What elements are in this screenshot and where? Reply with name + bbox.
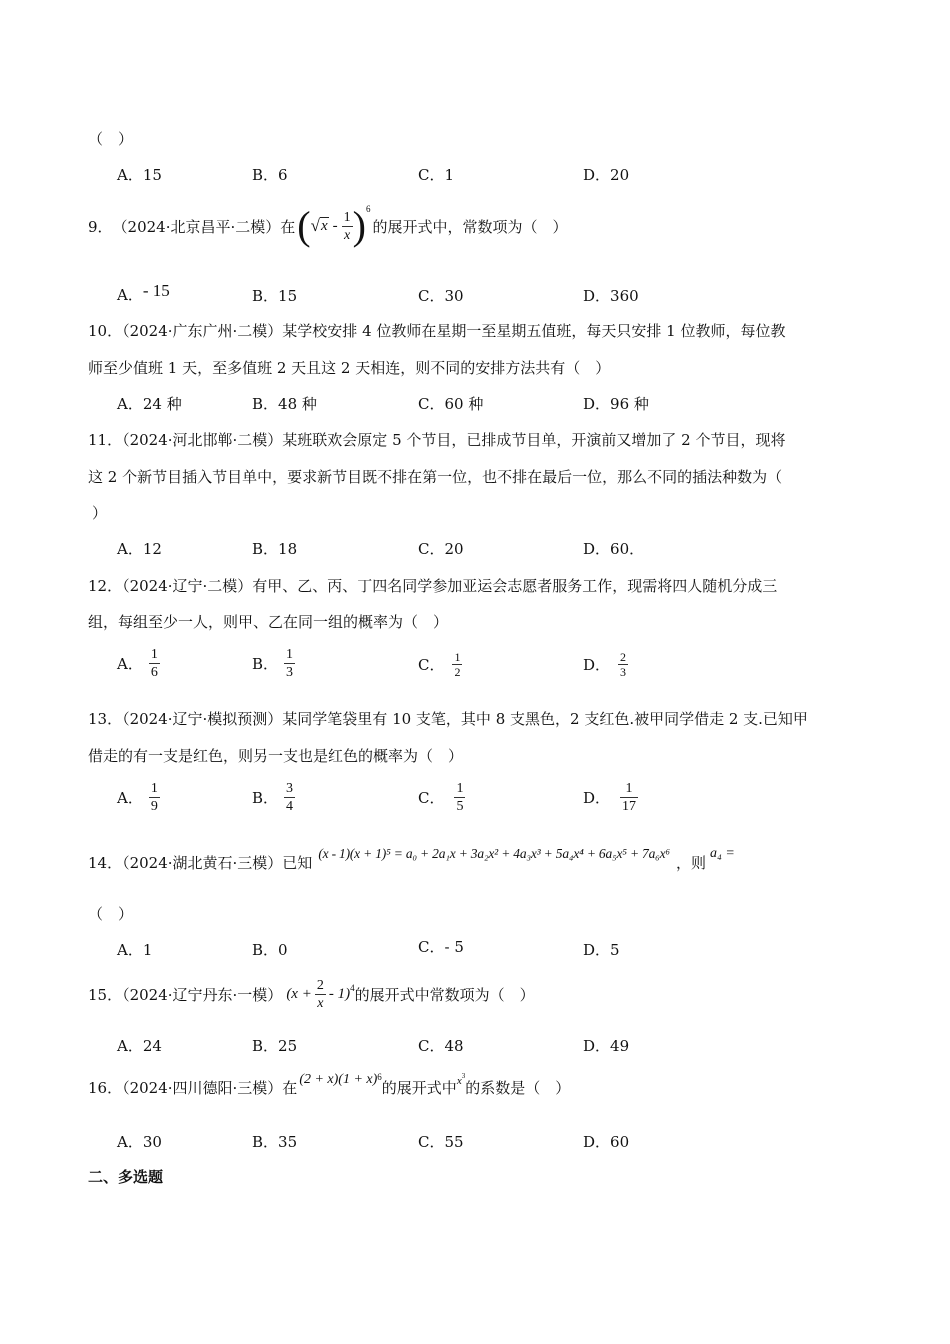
q13-line1: 13．（2024·辽宁·模拟预测）某同学笔袋里有 10 支笔，其中 8 支黑色，2 支红色.被甲同学借走 2 支.已知甲	[88, 710, 808, 728]
q12-c-num: 1	[454, 650, 461, 664]
q9-option-a-value: - 15	[142, 281, 170, 300]
q16-option-b[interactable]: B．35	[252, 1133, 298, 1151]
q9-frac-den: x	[344, 227, 351, 243]
q16-option-c[interactable]: C．55	[418, 1133, 464, 1151]
q8-option-c[interactable]: C．1	[418, 166, 455, 184]
q15-expression	[286, 977, 354, 1012]
q10-option-b[interactable]: B．48 种	[252, 395, 317, 413]
q12-a-den: 6	[150, 665, 158, 680]
q13-b-den: 4	[286, 799, 294, 814]
q9-exponent: 6	[365, 204, 371, 214]
q13-option-a[interactable]	[117, 780, 160, 815]
q11-option-d[interactable]: D．60．	[583, 540, 645, 558]
q8-option-b[interactable]: B．6	[252, 166, 288, 184]
q10-option-a[interactable]: A．24 种	[117, 395, 182, 413]
q16-tail: 的系数是（ ）	[465, 1079, 571, 1097]
q14-expression: (x - 1)(x + 1)⁵ = a₀ + 2a₁x + 3a₂x² + 4a₃x³ + 5a₄x⁴ + 6a₅x⁵ + 7a₆x⁶	[318, 846, 670, 861]
q15-frac-num: 2	[316, 977, 324, 993]
q13-line2: 借走的有一支是红色，则另一支也是红色的概率为（ ）	[88, 747, 464, 765]
q10-line1: 10．（2024·广东广州·二模）某学校安排 4 位教师在星期一至星期五值班，每天只安排 1 位教师，每位教	[88, 322, 786, 340]
q9-frac-num: 1	[343, 209, 351, 225]
q16-mid: 的展开式中	[381, 1079, 457, 1097]
q9-sqrt-arg: x	[320, 218, 328, 234]
q16-option-d[interactable]: D．60	[583, 1133, 630, 1151]
q13-d-num: 1	[620, 780, 638, 798]
q11-option-b[interactable]: B．18	[252, 540, 298, 558]
q11-line3: ）	[92, 504, 108, 522]
q13-c-num: 1	[456, 781, 464, 796]
q12-b-den: 3	[286, 665, 294, 680]
q13-option-c[interactable]	[418, 780, 465, 815]
q14-option-a[interactable]: A．1	[117, 941, 153, 959]
q15-expr-post: - 1)	[328, 985, 351, 1002]
q14-option-b[interactable]: B．0	[252, 941, 288, 959]
q10-option-c[interactable]: C．60 种	[418, 395, 484, 413]
q13-option-a-label: A．	[117, 789, 143, 807]
q15-option-d[interactable]: D．49	[583, 1037, 630, 1055]
q9-minus: -	[332, 217, 338, 234]
q9-number: 9．	[88, 217, 113, 236]
q16-option-a[interactable]: A．30	[117, 1133, 162, 1151]
q9-option-c[interactable]: C．30	[418, 287, 464, 305]
q15-option-c[interactable]: C．48	[418, 1037, 464, 1055]
q13-a-num: 1	[150, 781, 158, 796]
q14-option-c[interactable]: C．- 5	[418, 938, 464, 956]
q13-a-den: 9	[150, 799, 158, 814]
q9-option-a[interactable]	[117, 281, 170, 305]
q16-stem	[88, 1072, 570, 1098]
q13-option-d[interactable]	[583, 780, 638, 815]
q12-option-a[interactable]	[117, 646, 160, 681]
q16-number: 16．（2024·四川德阳·三模）在	[88, 1079, 298, 1097]
q15-option-a[interactable]: A．24	[117, 1037, 162, 1055]
q16-var: x	[456, 1075, 462, 1087]
q16-var-exponent: 3	[461, 1072, 466, 1080]
section-heading-multi-choice: 二、多选题	[88, 1168, 164, 1186]
q15-expr-pre: (x +	[286, 985, 312, 1002]
q9-option-d[interactable]: D．360	[583, 287, 639, 305]
q9-tail: 的展开式中，常数项为（ ）	[372, 217, 568, 236]
q10-option-d[interactable]: D．96 种	[583, 395, 649, 413]
q12-option-d-label: D．	[583, 656, 611, 674]
q14-number: 14．（2024·湖北黄石·三模）已知	[88, 854, 313, 872]
q9-option-b[interactable]: B．15	[252, 287, 298, 305]
q9-expression: ( √ x - $\frac{1}{x}$ ) $^6$	[297, 203, 371, 248]
q9-option-a-label: A．	[117, 286, 143, 304]
q12-d-num: 2	[620, 650, 627, 664]
q14-option-d[interactable]: D．5	[583, 941, 620, 959]
q14-target: a₄ =	[709, 846, 735, 861]
q15-tail: 的展开式中常数项为（ ）	[354, 985, 535, 1004]
q16-exponent: 6	[377, 1072, 382, 1082]
q13-option-d-label: D．	[583, 789, 611, 807]
q8-option-d[interactable]: D．20	[583, 166, 630, 184]
q15-stem	[88, 974, 535, 1014]
q13-c-den: 5	[456, 799, 464, 814]
q12-option-b-label: B．	[252, 655, 279, 673]
q14-paren: （ ）	[88, 905, 134, 923]
q9-source: （2024·北京昌平·二模）在	[112, 217, 296, 236]
q11-option-a[interactable]: A．12	[117, 540, 162, 558]
q11-line2: 这 2 个新节目插入节目单中，要求新节目既不排在第一位，也不排在最后一位，那么不同的插法种数为（	[88, 468, 783, 486]
q12-option-c-label: C．	[418, 656, 445, 674]
q15-frac-den: x	[317, 995, 324, 1011]
q13-d-den: 17	[622, 799, 637, 814]
q12-a-num: 1	[150, 647, 158, 662]
q14-tail: ，则	[675, 854, 706, 872]
q15-exponent: 4	[350, 982, 355, 993]
q8-option-a[interactable]: A．15	[117, 166, 162, 184]
q12-option-c[interactable]	[418, 650, 462, 679]
q12-line2: 组，每组至少一人，则甲、乙在同一组的概率为（ ）	[88, 613, 449, 631]
q8-paren: （ ）	[88, 130, 134, 148]
q13-option-b[interactable]	[252, 780, 295, 815]
q12-d-den: 3	[620, 665, 627, 679]
q12-b-num: 1	[286, 647, 294, 662]
q12-option-a-label: A．	[117, 655, 143, 673]
q11-line1: 11．（2024·河北邯郸·二模）某班联欢会原定 5 个节目，已排成节目单，开演前又增加了 2 个节目，现将	[88, 431, 786, 449]
q14-stem	[88, 846, 735, 873]
q13-option-b-label: B．	[252, 789, 279, 807]
q16-expression: (2 + x)(1 + x)	[299, 1072, 378, 1087]
q15-option-b[interactable]: B．25	[252, 1037, 298, 1055]
q12-c-den: 2	[454, 665, 461, 679]
q12-option-b[interactable]	[252, 646, 295, 681]
q13-option-c-label: C．	[418, 789, 445, 807]
q11-option-c[interactable]: C．20	[418, 540, 464, 558]
q15-number: 15．（2024·辽宁丹东·一模）	[88, 985, 283, 1004]
q12-line1: 12．（2024·辽宁·二模）有甲、乙、丙、丁四名同学参加亚运会志愿者服务工作，现需将四人随机分成三	[88, 577, 778, 595]
q12-option-d[interactable]	[583, 650, 628, 679]
q9-stem	[88, 203, 568, 248]
q10-line2: 师至少值班 1 天，至多值班 2 天且这 2 天相连，则不同的安排方法共有（ ）	[88, 359, 611, 377]
q13-b-num: 3	[286, 781, 294, 796]
